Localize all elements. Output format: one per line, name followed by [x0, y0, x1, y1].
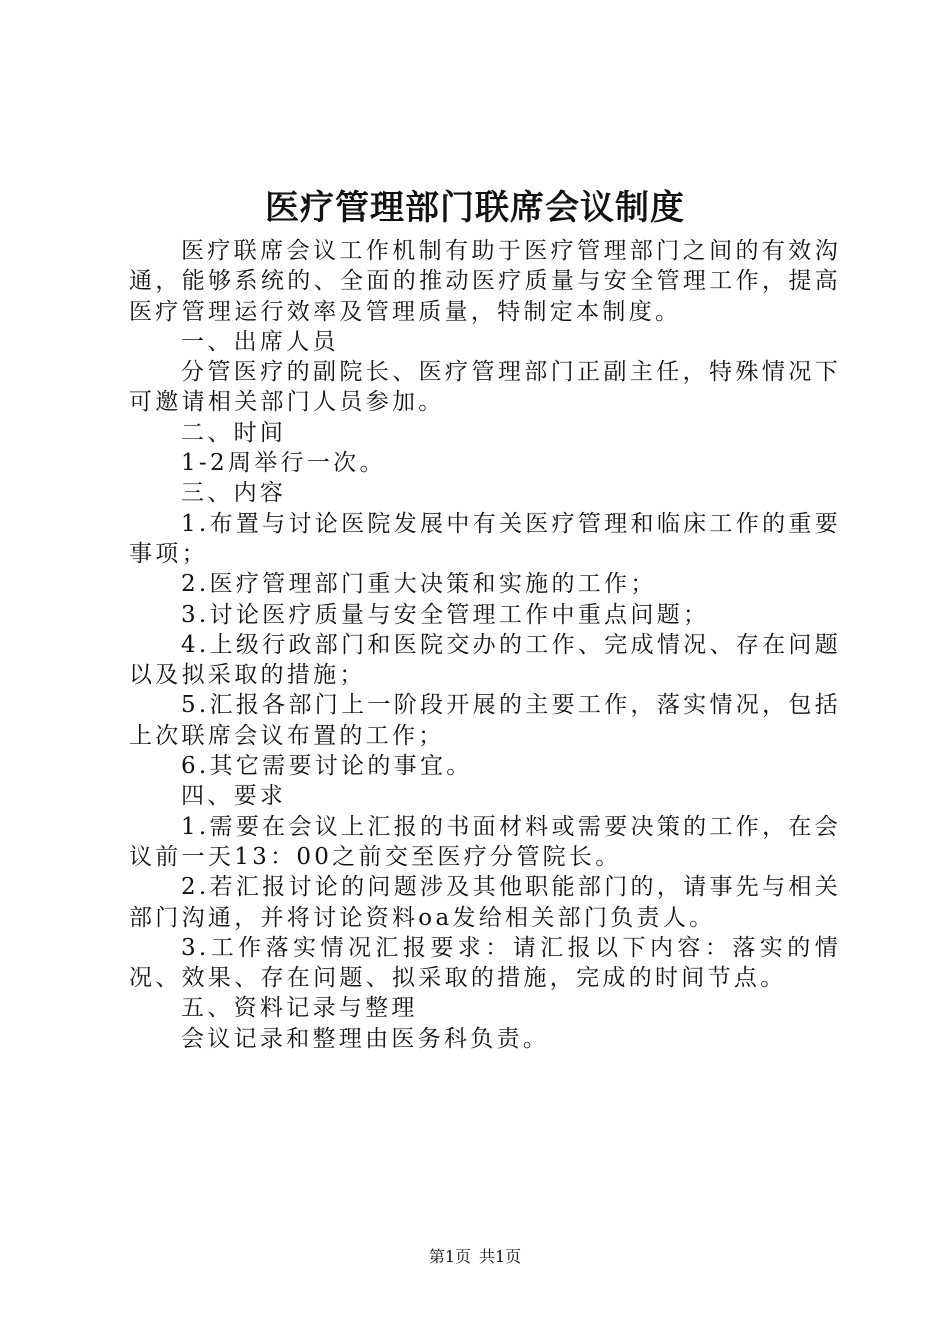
content-item-1: 1.布置与讨论医院发展中有关医疗管理和临床工作的重要事项；: [129, 510, 841, 567]
requirement-item-3: 3.工作落实情况汇报要求：请汇报以下内容：落实的情况、效果、存在问题、拟采取的措施，完成的时间节点。: [129, 934, 841, 992]
page-number: 第1页: [428, 1247, 471, 1266]
section-heading-attendees: 一、出席人员: [181, 328, 339, 355]
page-total: 共1页: [479, 1247, 522, 1266]
requirement-item-1: 1.需要在会议上汇报的书面材料或需要决策的工作，在会议前一天13：00之前交至医疗分管院长。: [129, 813, 841, 870]
section-heading-content: 三、内容: [181, 480, 287, 507]
time-paragraph: 1-2周举行一次。: [181, 450, 386, 477]
document-title: 医疗管理部门联席会议制度: [265, 188, 685, 228]
section-heading-time: 二、时间: [181, 419, 287, 446]
content-item-3: 3.讨论医疗质量与安全管理工作中重点问题；: [181, 601, 710, 628]
intro-paragraph: 医疗联席会议工作机制有助于医疗管理部门之间的有效沟通，能够系统的、全面的推动医疗质量与安全管理工作，提高医疗管理运行效率及管理质量，特制定本制度。: [129, 238, 841, 325]
content-item-2: 2.医疗管理部门重大决策和实施的工作；: [181, 571, 657, 598]
section-heading-requirements: 四、要求: [181, 783, 287, 810]
content-item-5: 5.汇报各部门上一阶段开展的主要工作，落实情况，包括上次联席会议布置的工作；: [129, 692, 841, 749]
section-heading-records: 五、资料记录与整理: [181, 995, 418, 1022]
records-paragraph: 会议记录和整理由医务科负责。: [181, 1025, 550, 1052]
document-body: [129, 236, 841, 1054]
content-item-4: 4.上级行政部门和医院交办的工作、完成情况、存在问题以及拟采取的措施；: [129, 631, 841, 689]
requirement-item-2: 2.若汇报讨论的问题涉及其他职能部门的，请事先与相关部门沟通，并将讨论资料oa发给相关部门负责人。: [129, 874, 841, 931]
attendees-paragraph: 分管医疗的副院长、医疗管理部门正副主任，特殊情况下可邀请相关部门人员参加。: [129, 359, 841, 416]
page-footer: [0, 1246, 950, 1268]
content-item-6: 6.其它需要讨论的事宜。: [181, 753, 473, 780]
